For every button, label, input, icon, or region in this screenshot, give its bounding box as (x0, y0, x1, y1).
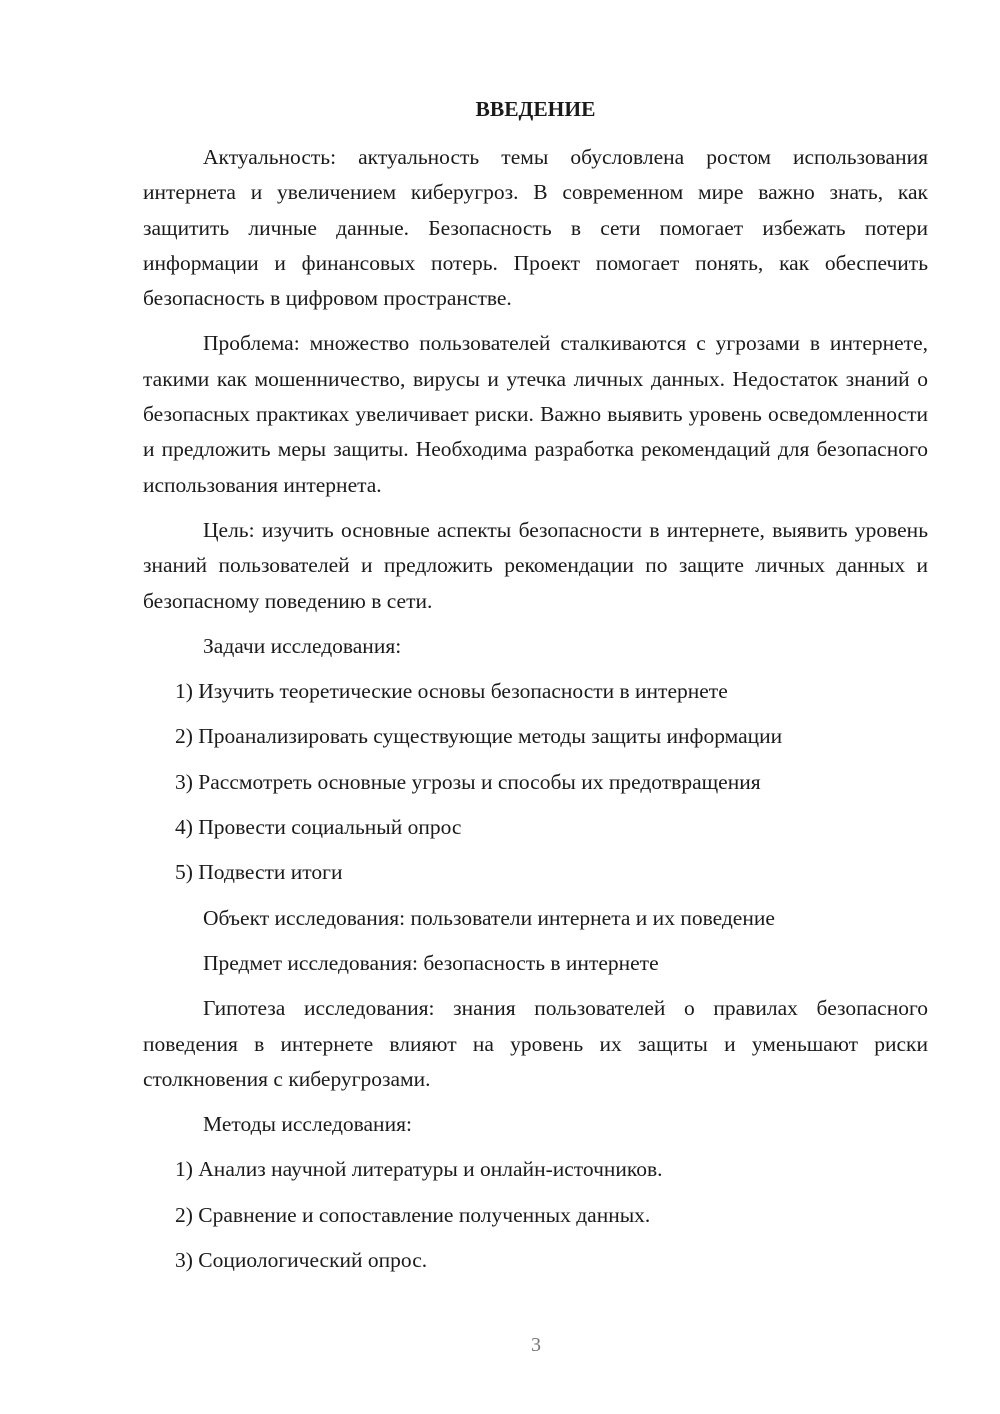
problem-paragraph: Проблема: множество пользователей сталкиваются с угрозами в интернете, такими как мошенничество, вирусы и утечка личных данных. Недостаток знаний о безопасных практиках увеличивает риски. Важно выявить уровень осведомленности и предложить меры защиты. Необходима разработка рекомендаций для безопасного использования интернета. (143, 331, 928, 497)
tasks-heading: Задачи исследования: (203, 633, 402, 658)
list-item: 2) Сравнение и сопоставление полученных данных. (175, 1202, 651, 1227)
object-paragraph: Объект исследования: пользователи интернета и их поведение (203, 905, 775, 930)
list-item: 3) Социологический опрос. (175, 1248, 428, 1273)
hypothesis-paragraph: Гипотеза исследования: знания пользователей о правилах безопасного поведения в интернете влияют на уровень их защиты и уменьшают риски столкновения с киберугрозами. (143, 996, 928, 1091)
list-item: 1) Изучить теоретические основы безопасности в интернете (175, 679, 728, 704)
list-item: 5) Подвести итоги (175, 860, 343, 885)
methods-list (143, 1152, 928, 1278)
tasks-list (143, 674, 928, 890)
document-page (143, 88, 928, 1288)
subject-paragraph: Предмет исследования: безопасность в интернете (203, 950, 659, 975)
list-item: 2) Проанализировать существующие методы защиты информации (175, 724, 783, 749)
list-item: 4) Провести социальный опрос (175, 815, 462, 840)
list-item: 1) Анализ научной литературы и онлайн-источников. (175, 1157, 663, 1182)
page-number: 3 (531, 1334, 541, 1356)
goal-paragraph: Цель: изучить основные аспекты безопасности в интернете, выявить уровень знаний пользователей и предложить рекомендации по защите личных данных и безопасному поведению в сети. (143, 517, 928, 613)
list-item: 3) Рассмотреть основные угрозы и способы их предотвращения (175, 769, 761, 794)
page-title: ВВЕДЕНИЕ (475, 97, 596, 121)
relevance-paragraph: Актуальность: актуальность темы обусловлена ростом использования интернета и увеличением киберугроз. В современном мире важно знать, как защитить личные данные. Безопасность в сети помогает избежать потери информации и финансовых потерь. Проект помогает понять, как обеспечить безопасность в цифровом пространстве. (143, 145, 928, 311)
methods-heading: Методы исследования: (203, 1112, 412, 1137)
